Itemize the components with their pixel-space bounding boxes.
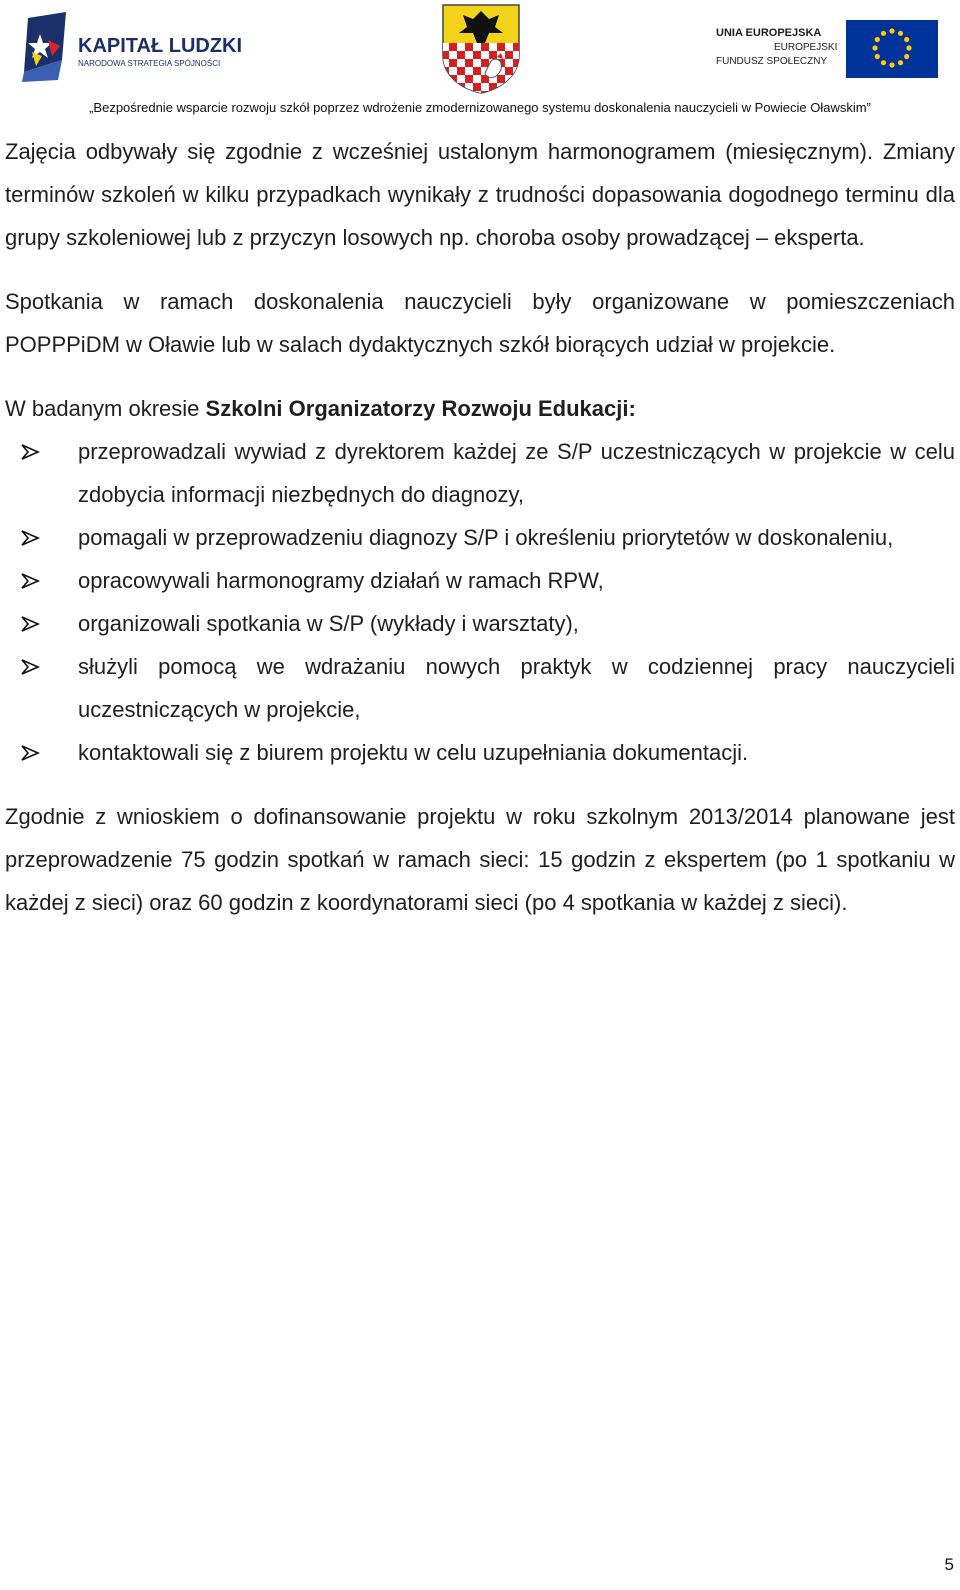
logo-left-subtitle: NARODOWA STRATEGIA SPÓJNOŚCI: [78, 59, 221, 68]
arrow-bullet-icon: [20, 658, 42, 676]
arrow-bullet-icon: [20, 615, 42, 633]
eu-logo-line3: FUNDUSZ SPOŁECZNY: [716, 56, 828, 67]
arrow-bullet-icon: [20, 443, 42, 461]
list-item-text: służyli pomocą we wdrażaniu nowych praktyk w codziennej pracy nauczycieli uczestniczących w projekcie,: [78, 654, 955, 722]
list-item: [5, 602, 955, 645]
arrow-bullet-icon: [20, 529, 42, 547]
paragraph-schedule: Zajęcia odbywały się zgodnie z wcześniej ustalonym harmonogramem (miesięcznym). Zmiany terminów szkoleń w kilku przypadkach wynikały z trudności dopasowania dogodnego terminu dla grupy szkoleniowej lub z przyczyn losowych np. choroba osoby prowadzącej – eksperta.: [5, 139, 955, 250]
kapital-ludzki-logo: [18, 10, 248, 85]
duties-list: [5, 430, 955, 774]
list-item-text: opracowywali harmonogramy działań w ramach RPW,: [78, 568, 604, 593]
list-item-text: kontaktowali się z biurem projektu w celu uzupełniania dokumentacji.: [78, 740, 749, 765]
list-item-text: przeprowadzali wywiad z dyrektorem każdej ze S/P uczestniczących w projekcie w celu zdobycia informacji niezbędnych do diagnozy,: [78, 439, 955, 507]
paragraph-meetings: Spotkania w ramach doskonalenia nauczycieli były organizowane w pomieszczeniach POPPPiDM w Oławie lub w salach dydaktycznych szkół biorących udział w projekcie.: [5, 289, 955, 357]
eu-logo-line1: UNIA EUROPEJSKA: [716, 27, 822, 39]
list-item-text: organizowali spotkania w S/P (wykłady i warsztaty),: [78, 611, 579, 636]
page-header: [0, 0, 960, 125]
intro-bold-text: Szkolni Organizatorzy Rozwoju Edukacji:: [205, 396, 636, 421]
arrow-bullet-icon: [20, 572, 42, 590]
eu-logo-line2: EUROPEJSKI: [774, 42, 838, 53]
page-number: 5: [944, 1555, 954, 1574]
list-item: [5, 645, 955, 731]
list-item: [5, 731, 955, 774]
powiat-crest: [441, 3, 521, 95]
list-item-text: pomagali w przeprowadzeniu diagnozy S/P i określeniu priorytetów w doskonaleniu,: [78, 525, 894, 550]
document-body: [5, 130, 955, 924]
intro-text: W badanym okresie: [5, 396, 206, 421]
logo-left-title: KAPITAŁ LUDZKI: [78, 35, 243, 57]
list-item: [5, 559, 955, 602]
paragraph-intro: [5, 387, 955, 430]
list-item: [5, 516, 955, 559]
paragraph-funding: Zgodnie z wnioskiem o dofinansowanie projektu w roku szkolnym 2013/2014 planowane jest przeprowadzenie 75 godzin spotkań w ramach sieci: 15 godzin z ekspertem (po 1 spotkaniu w każdej z sieci) oraz 60 godzin z koordynatorami sieci (po 4 spotkania w każdej z sieci).: [5, 804, 955, 915]
eu-logo: [710, 6, 950, 78]
project-caption: „Bezpośrednie wsparcie rozwoju szkół poprzez wdrożenie zmodernizowanego systemu doskonalenia nauczycieli w Powiecie Oławskim”: [89, 100, 871, 115]
list-item: [5, 430, 955, 516]
arrow-bullet-icon: [20, 744, 42, 762]
